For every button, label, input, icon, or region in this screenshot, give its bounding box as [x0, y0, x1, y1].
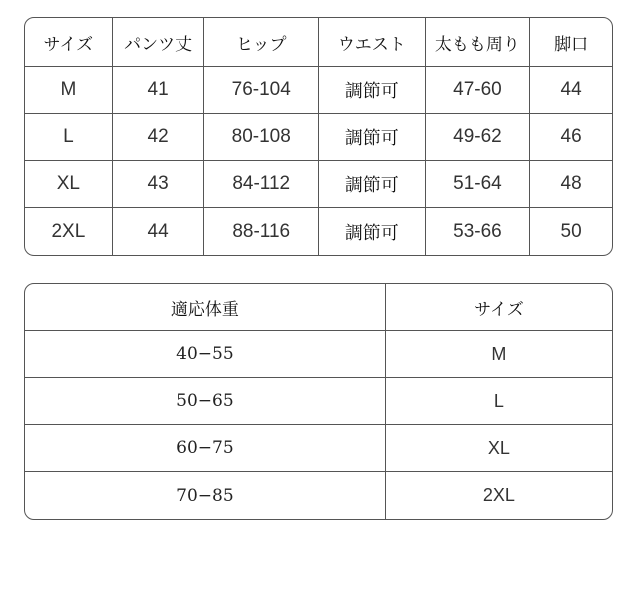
size-chart-table [24, 17, 613, 256]
thigh-cell: 49-62 [426, 114, 531, 161]
header-hip: ヒップ [204, 18, 319, 67]
weight-cell: 60−75 [25, 425, 386, 472]
hip-cell: 84-112 [204, 161, 319, 208]
waist-cell: 調節可 [319, 67, 426, 114]
size-chart-header-row [25, 18, 612, 67]
header-weight: 適応体重 [25, 284, 386, 331]
thigh-cell: 53-66 [426, 208, 531, 255]
size-cell: 2XL [482, 485, 515, 505]
hem-cell: 44 [530, 67, 612, 114]
weight-chart-table [24, 283, 613, 520]
table-row [25, 67, 612, 114]
size-cell: XL [386, 425, 612, 472]
pants-length-cell: 44 [113, 208, 205, 255]
table-row [25, 114, 612, 161]
header-waist: ウエスト [319, 18, 426, 67]
header-pants-length: パンツ丈 [113, 18, 205, 67]
size-cell: M [25, 67, 113, 114]
header-size: サイズ [386, 284, 612, 331]
pants-length-cell: 41 [113, 67, 205, 114]
size-cell: 2XL [25, 208, 113, 255]
hem-cell: 48 [530, 161, 612, 208]
size-cell: M [386, 331, 612, 378]
hip-cell: 76-104 [204, 67, 319, 114]
size-cell: XL [25, 161, 113, 208]
table-row [25, 331, 612, 378]
waist-cell: 調節可 [319, 161, 426, 208]
waist-cell: 調節可 [319, 114, 426, 161]
header-size: サイズ [25, 18, 113, 67]
pants-length-cell: 42 [113, 114, 205, 161]
weight-cell: 40−55 [25, 331, 386, 378]
hip-cell: 80-108 [204, 114, 319, 161]
table-row [25, 208, 612, 255]
size-cell: L [386, 378, 612, 425]
waist-cell: 調節可 [319, 208, 426, 255]
header-thigh: 太もも周り [426, 18, 531, 67]
table-row [25, 425, 612, 472]
table-row [25, 472, 612, 519]
hem-cell: 46 [530, 114, 612, 161]
weight-cell: 70−85 [25, 472, 386, 519]
size-cell: L [25, 114, 113, 161]
weight-chart-header-row [25, 284, 612, 331]
hem-cell: 50 [560, 220, 582, 242]
pants-length-cell: 43 [113, 161, 205, 208]
table-row [25, 378, 612, 425]
thigh-cell: 51-64 [426, 161, 531, 208]
thigh-cell: 47-60 [426, 67, 531, 114]
table-row [25, 161, 612, 208]
hip-cell: 88-116 [204, 208, 319, 255]
weight-cell: 50−65 [25, 378, 386, 425]
header-hem: 脚口 [530, 18, 612, 67]
